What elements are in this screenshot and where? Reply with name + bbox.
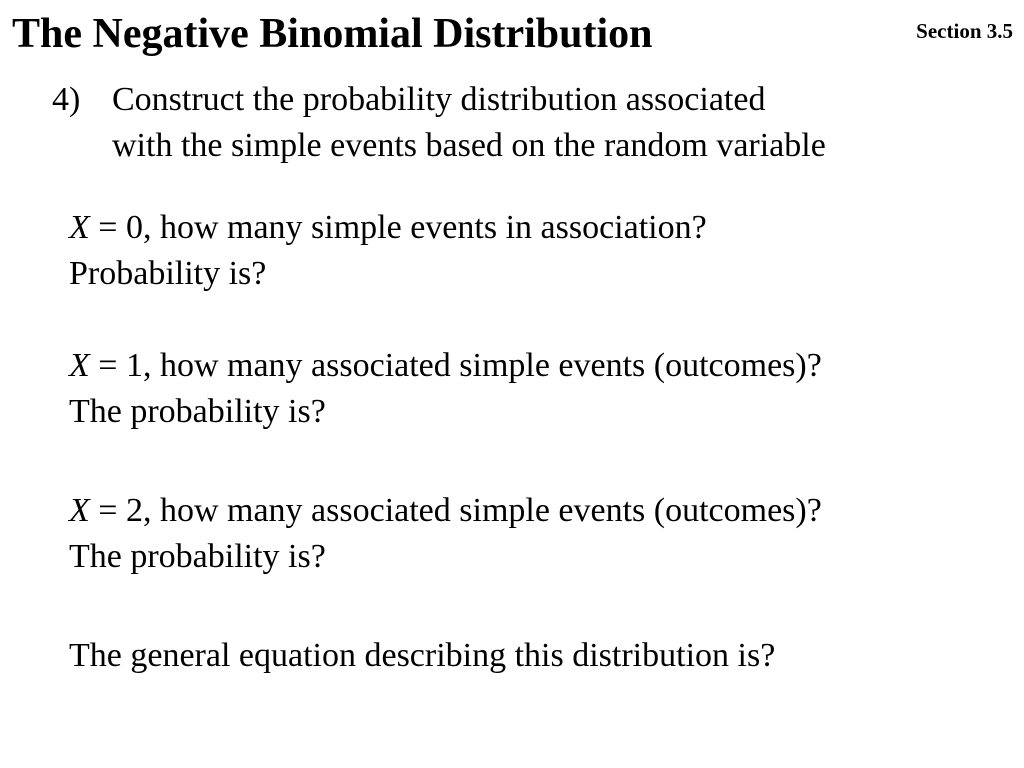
question-line (69, 343, 822, 389)
question-followup: Probability is? (69, 255, 267, 292)
question-followup: The probability is? (69, 538, 326, 575)
item-number: 4) (52, 81, 81, 118)
item-text (112, 77, 992, 169)
question-text: = 2, how many associated simple events (outcomes)? (89, 492, 822, 529)
closing-text: The general equation describing this distribution is? (69, 637, 776, 674)
random-variable: X (69, 209, 90, 246)
item-line-1: Construct the probability distribution associated (112, 81, 766, 118)
closing-question (69, 633, 775, 679)
question-text: = 1, how many associated simple events (outcomes)? (89, 347, 822, 384)
random-variable: X (69, 492, 90, 529)
item-line-2: with the simple events based on the random variable (112, 127, 826, 164)
question-followup: The probability is? (69, 393, 326, 430)
question-x2 (69, 488, 822, 580)
random-variable: X (69, 347, 90, 384)
question-line (69, 205, 707, 251)
question-x1 (69, 343, 822, 435)
section-label: Section 3.5 (916, 19, 1013, 43)
question-x0 (69, 205, 707, 297)
slide-title: The Negative Binomial Distribution (12, 11, 653, 57)
question-text: = 0, how many simple events in association? (89, 209, 707, 246)
question-line (69, 488, 822, 534)
